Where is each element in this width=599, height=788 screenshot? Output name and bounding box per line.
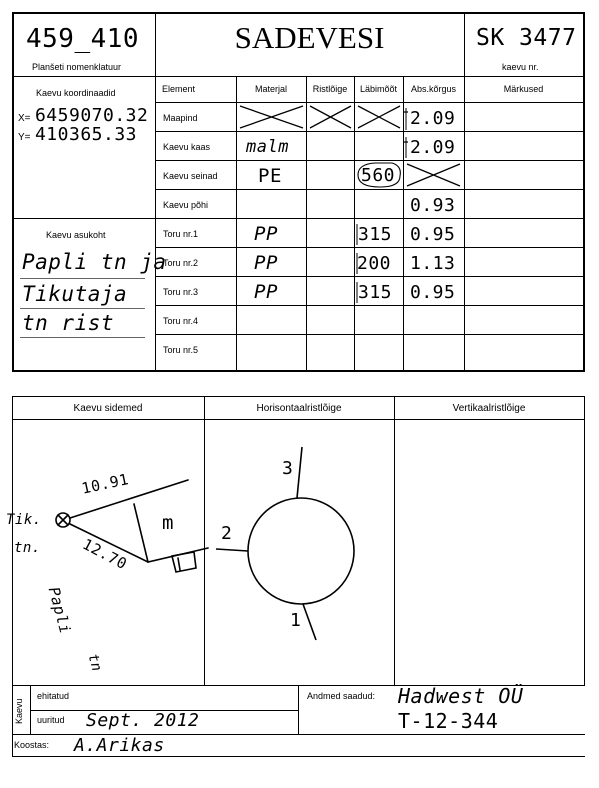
sketch-street-3: Papli	[44, 585, 75, 636]
diameter-value: 560	[361, 165, 396, 186]
height-value: 2.09	[410, 137, 456, 158]
sketch-street-1: Tik.	[6, 512, 42, 528]
data-source-value-2: T-12-344	[398, 709, 499, 733]
sheet-value: 459_410	[26, 24, 140, 54]
built-label: ehitatud	[37, 691, 70, 701]
row-element: Toru nr.3	[163, 287, 199, 297]
sketch-house: m	[162, 512, 174, 534]
material-value: PE	[258, 165, 282, 187]
pipe-label-3: 3	[282, 458, 294, 479]
sketch-distance-1: 10.91	[80, 470, 131, 498]
row-element: Kaevu põhi	[163, 200, 209, 210]
row-element: Toru nr.5	[163, 345, 199, 355]
col-connections: Kaevu sidemed	[73, 403, 143, 414]
header-element: Element	[162, 84, 196, 94]
material-value: PP	[254, 252, 278, 274]
coords-label: Kaevu koordinaadid	[36, 88, 116, 98]
material-value: PP	[254, 223, 278, 245]
header-material: Materjal	[254, 84, 287, 94]
side-label: Kaevu	[14, 698, 24, 724]
header-section: Ristlõige	[312, 84, 348, 94]
author-value: A.Arikas	[74, 735, 165, 756]
height-value: 0.95	[410, 224, 456, 245]
row-element: Kaevu kaas	[163, 142, 211, 152]
height-value: 0.95	[410, 282, 456, 303]
surveyed-value: Sept. 2012	[86, 710, 200, 731]
location-label: Kaevu asukoht	[46, 230, 106, 240]
header-height: Abs.kõrgus	[410, 84, 457, 94]
well-label: kaevu nr.	[502, 62, 539, 72]
sketch-street-2: tn.	[14, 540, 41, 556]
location-line-2: Tikutaja	[22, 282, 128, 306]
surveyed-label: uuritud	[37, 715, 65, 725]
diameter-value: 315	[358, 224, 393, 245]
sheet-label: Planšeti nomenklatuur	[32, 62, 122, 72]
row-element: Kaevu seinad	[163, 171, 218, 181]
col-vertical: Vertikaalristlõige	[452, 403, 526, 414]
height-value: 0.93	[410, 195, 456, 216]
row-element: Toru nr.2	[163, 258, 199, 268]
y-prefix: Y=	[18, 132, 31, 143]
x-value: 6459070.32	[34, 105, 149, 126]
row-element: Toru nr.1	[163, 229, 199, 239]
diameter-value: 315	[358, 282, 393, 303]
diameter-value: 200	[357, 253, 392, 274]
y-value: 410365.33	[34, 124, 138, 145]
col-horizontal: Horisontaalristlõige	[256, 403, 342, 414]
location-line-1: Papli tn ja	[22, 250, 167, 274]
header-diameter: Läbimõõt	[359, 84, 398, 94]
data-source-value-1: Hadwest OÜ	[398, 684, 524, 708]
sketch-street-4: tn	[84, 652, 105, 674]
page-title: SADEVESI	[234, 20, 385, 55]
pipe-label-1: 1	[290, 610, 302, 631]
well-value: SK 3477	[476, 25, 577, 51]
pipe-label-2: 2	[221, 523, 233, 544]
material-value: PP	[254, 281, 278, 303]
header-remarks: Märkused	[503, 84, 544, 94]
material-value: malm	[246, 137, 289, 157]
sketch-distance-2: 12.70	[79, 535, 131, 574]
data-source-label: Andmed saadud:	[307, 691, 376, 701]
row-element: Toru nr.4	[163, 316, 199, 326]
x-prefix: X=	[18, 113, 31, 124]
author-label: Koostas:	[14, 740, 50, 750]
height-value: 2.09	[410, 108, 456, 129]
location-line-3: tn rist	[22, 311, 115, 335]
row-element: Maapind	[163, 113, 198, 123]
height-value: 1.13	[410, 253, 456, 274]
